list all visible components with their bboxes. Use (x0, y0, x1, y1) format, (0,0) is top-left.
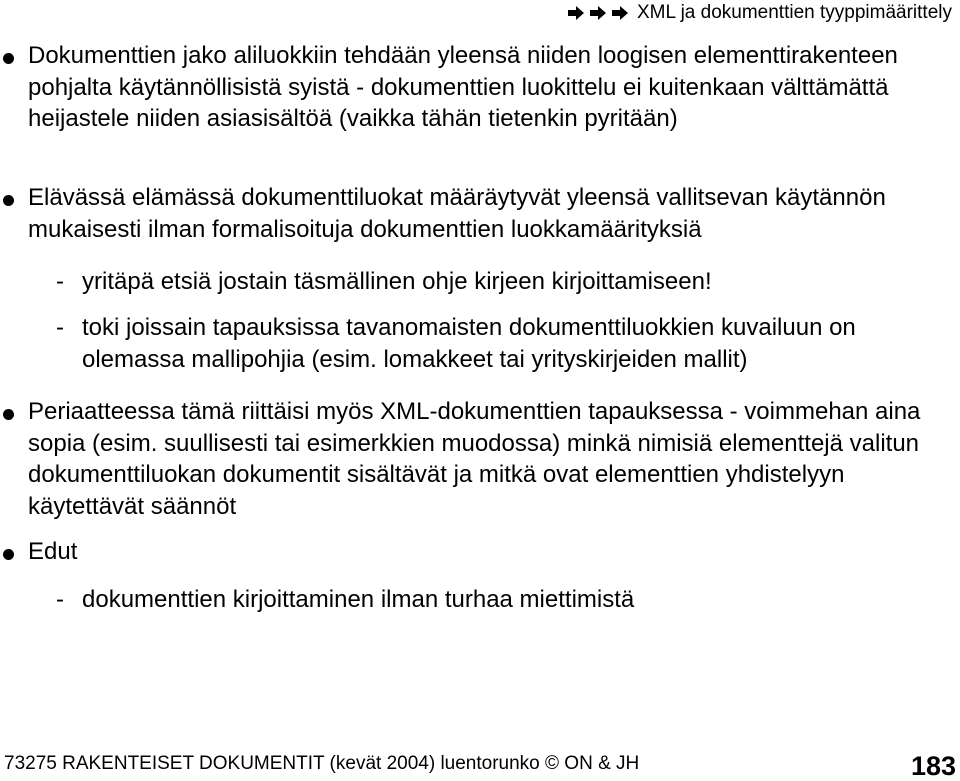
sub-text: toki joissain tapauksissa tavanomaisten dokumenttiluokkien kuvailuun on olemassa mallipohjia (esim. lomakkeet tai yrityskirjeiden mallit) (82, 314, 856, 373)
bullet-text: Edut (28, 538, 78, 565)
sub-text: dokumenttien kirjoittaminen ilman turhaa miettimistä (82, 586, 635, 613)
bullet-dot (3, 195, 14, 206)
sub-dash: - (56, 586, 64, 613)
bullet-text: Periaatteessa tämä riittäisi myös XML-dokumenttien tapauksessa - voimmehan aina sopia (esim. suullisesti tai esimerkkien muodossa) minkä nimisiä elementtejä valitun dokumenttiluokan dokumentit sisältävät ja mitkä ovat elementtien yhdistelyyn käytettävät säännöt (28, 398, 921, 520)
page-number: 183 (910, 751, 956, 781)
slide-header (567, 0, 952, 26)
bullet-text: Dokumenttien jako aliluokkiin tehdään yleensä niiden loogisen elementtirakenteen pohjalta käytännöllisistä syistä - dokumenttien luokittelu ei kuitenkaan välttämättä heijastele niiden asiasisältöä (vaikka tähän tietenkin pyritään) (28, 42, 898, 132)
footer-text: 73275 RAKENTEISET DOKUMENTIT (kevät 2004) luentorunko © ON & JH (4, 753, 640, 774)
arrow-right-icon (567, 5, 585, 21)
sub-dash: - (56, 314, 64, 341)
sub-dash: - (56, 268, 64, 295)
bullet-dot (3, 409, 14, 420)
bullet-dot (3, 549, 14, 560)
bullet-text: Elävässä elämässä dokumenttiluokat määräytyvät yleensä vallitsevan käytännön mukaisesti ilman formalisoituja dokumenttien luokkamäärityksiä (28, 184, 886, 243)
sub-text: yritäpä etsiä jostain täsmällinen ohje kirjeen kirjoittamiseen! (82, 268, 712, 295)
header-title: XML ja dokumenttien tyyppimäärittely (636, 2, 952, 23)
arrow-right-icon (611, 5, 629, 21)
arrow-right-icon (589, 5, 607, 21)
bullet-dot (3, 53, 14, 64)
